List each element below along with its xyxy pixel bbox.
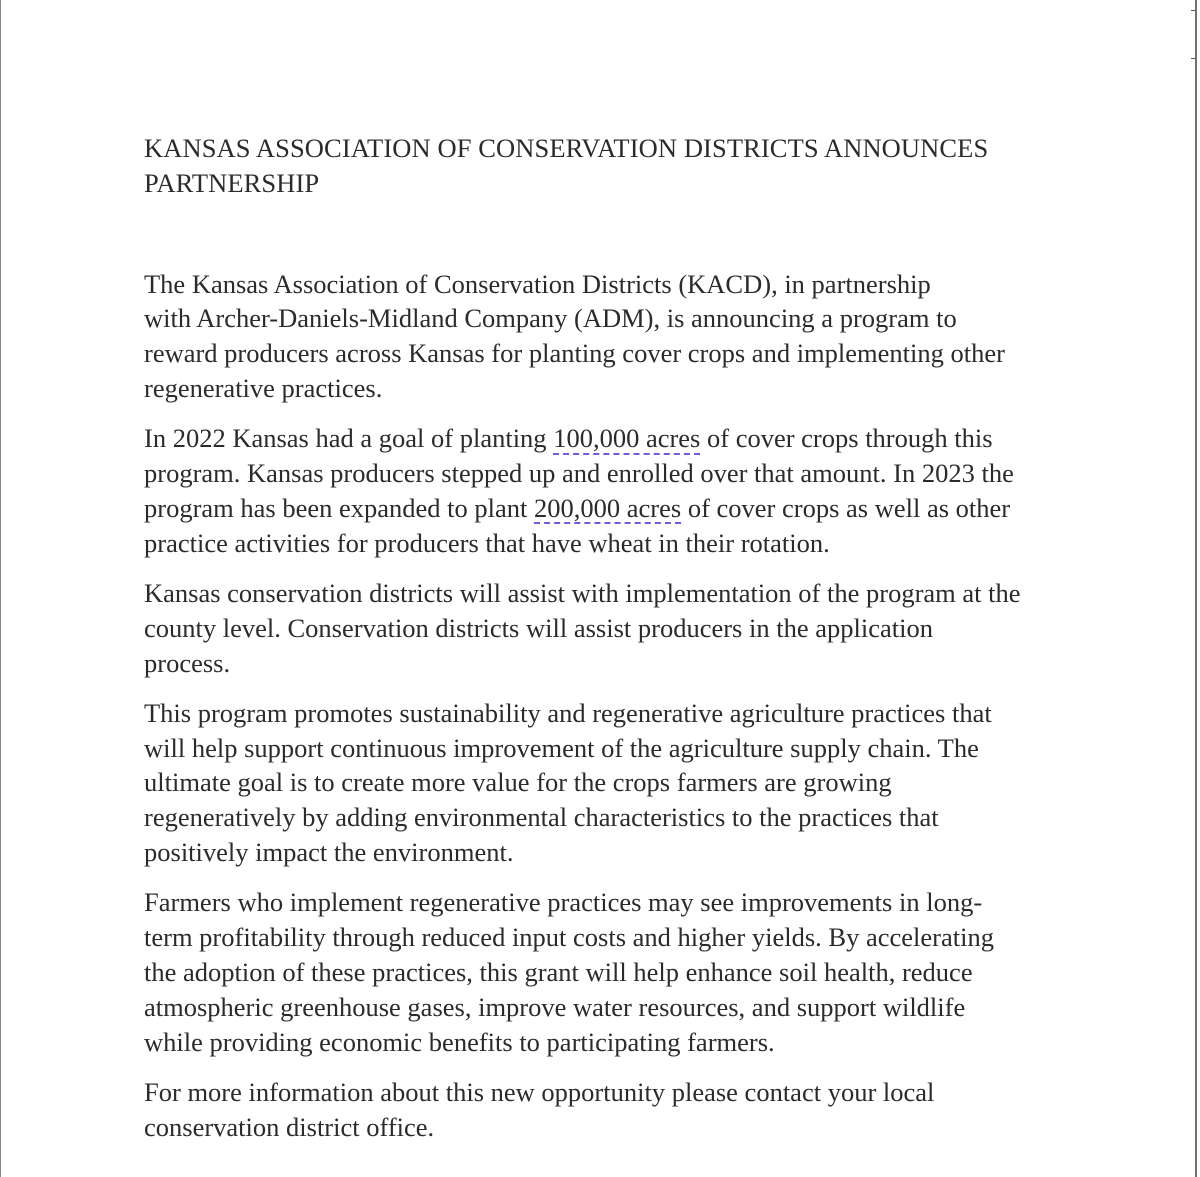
paragraph-districts: Kansas conservation districts will assist with implementation of the program at the county level. Conservation districts will assist producers in the application process. bbox=[144, 577, 1021, 678]
paragraph-goals: In 2022 Kansas had a goal of planting 100,000 acres of cover crops through this program. Kansas producers stepped up and enrolled over that amount. In 2023 the program has been expanded to plant 200,000 acres of cover crops as well as other practice activities for producers that have wheat in their rotation. bbox=[144, 423, 1014, 558]
paragraph-contact: For more information about this new opportunity please contact your local conservation district office. bbox=[144, 1076, 935, 1142]
paragraph-benefits: Farmers who implement regenerative practices may see improvements in long- term profitability through reduced input costs and higher yields. By accelerating the adoption of these practices, this grant will help enhance soil health, reduce atmospheric greenhouse gases, improve water resources, and support wildlife while providing economic benefits to participating farmers. bbox=[144, 887, 994, 1057]
ruler-tick bbox=[1191, 58, 1195, 59]
spellcheck-flag-100000-acres[interactable]: 100,000 acres bbox=[553, 423, 701, 454]
paragraph-sustainability: This program promotes sustainability and regenerative agriculture practices that will help support continuous improvement of the agriculture supply chain. The ultimate goal is to create more value for the crops farmers are growing regeneratively by adding environmental characteristics to the practices that positively impact the environment. bbox=[144, 697, 992, 868]
document-body[interactable] bbox=[144, 131, 1064, 1160]
paragraph-intro: The Kansas Association of Conservation Districts (KACD), in partnership with Archer-Daniels-Midland Company (ADM), is announcing a program to reward producers across Kansas for planting cover crops and implementing other regenerative practices. bbox=[144, 268, 1005, 403]
ruler-tick bbox=[1191, 10, 1195, 11]
document-title: KANSAS ASSOCIATION OF CONSERVATION DISTRICTS ANNOUNCES PARTNERSHIP bbox=[144, 133, 989, 198]
spellcheck-flag-200000-acres[interactable]: 200,000 acres bbox=[534, 492, 682, 523]
